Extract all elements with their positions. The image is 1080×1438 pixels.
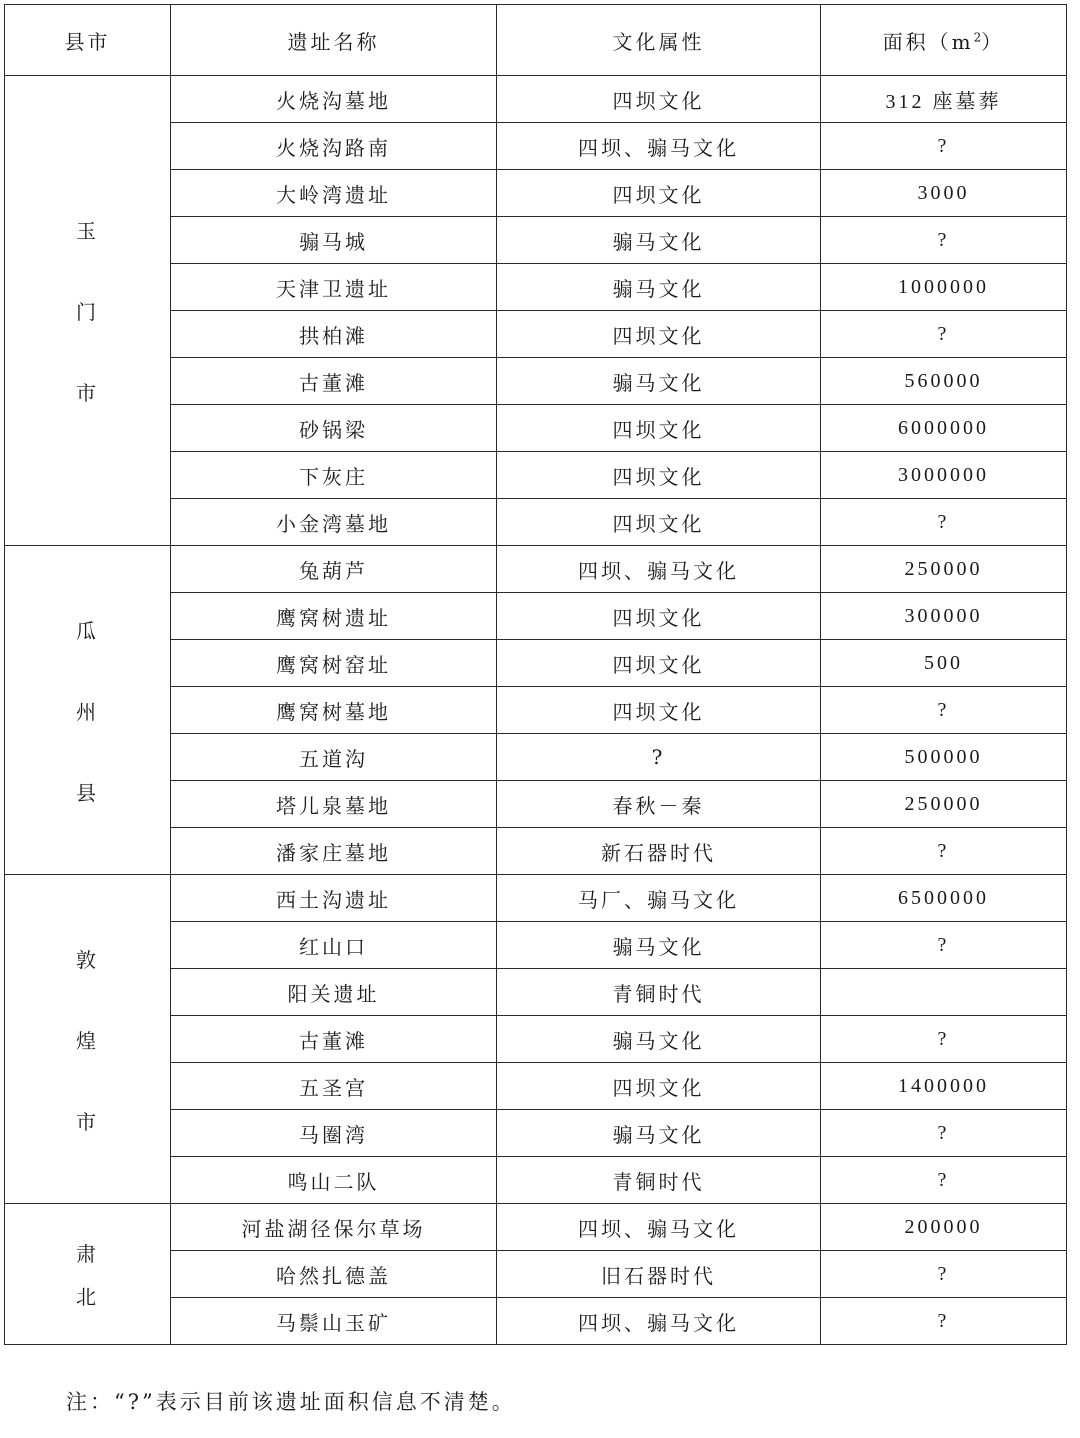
header-county: 县市	[5, 5, 171, 76]
area-cell: ?	[821, 828, 1067, 875]
area-cell: 6500000	[821, 875, 1067, 922]
area-cell: 1400000	[821, 1063, 1067, 1110]
site-name-cell: 红山口	[171, 922, 497, 969]
site-name-cell: 五道沟	[171, 734, 497, 781]
county-char: 敦	[76, 947, 99, 972]
culture-cell: 青铜时代	[497, 1157, 821, 1204]
culture-cell: 青铜时代	[497, 969, 821, 1016]
culture-cell: 四坝文化	[497, 405, 821, 452]
county-name	[5, 615, 170, 806]
culture-cell: 四坝、骟马文化	[497, 123, 821, 170]
site-name-cell: 鸣山二队	[171, 1157, 497, 1204]
culture-cell: 四坝文化	[497, 1063, 821, 1110]
county-char: 市	[76, 381, 99, 405]
table-row	[5, 875, 1067, 922]
area-cell: 312 座墓葬	[821, 76, 1067, 123]
site-name-cell: 哈然扎德盖	[171, 1251, 497, 1298]
area-cell: ?	[821, 1110, 1067, 1157]
area-cell: 250000	[821, 781, 1067, 828]
culture-cell: 四坝文化	[497, 311, 821, 358]
site-name-cell: 鹰窝树墓地	[171, 687, 497, 734]
area-cell: ?	[821, 1157, 1067, 1204]
area-cell: ?	[821, 1298, 1067, 1345]
site-name-cell: 下灰庄	[171, 452, 497, 499]
culture-cell: 四坝文化	[497, 640, 821, 687]
county-cell	[5, 546, 171, 875]
county-char: 肃	[76, 1242, 99, 1266]
county-char: 县	[76, 780, 99, 805]
area-cell: ?	[821, 311, 1067, 358]
culture-cell: ?	[497, 734, 821, 781]
culture-cell: 骟马文化	[497, 358, 821, 405]
site-name-cell: 古董滩	[171, 1016, 497, 1063]
area-cell: 200000	[821, 1204, 1067, 1251]
site-name-cell: 塔儿泉墓地	[171, 781, 497, 828]
site-name-cell: 鹰窝树遗址	[171, 593, 497, 640]
culture-cell: 四坝文化	[497, 170, 821, 217]
site-name-cell: 小金湾墓地	[171, 499, 497, 546]
site-name-cell: 天津卫遗址	[171, 264, 497, 311]
site-name-cell: 砂锅梁	[171, 405, 497, 452]
area-cell: ?	[821, 499, 1067, 546]
culture-cell: 春秋－秦	[497, 781, 821, 828]
site-name-cell: 鹰窝树窑址	[171, 640, 497, 687]
culture-cell: 四坝、骟马文化	[497, 1204, 821, 1251]
county-name	[5, 215, 170, 406]
area-cell: ?	[821, 217, 1067, 264]
culture-cell: 骟马文化	[497, 922, 821, 969]
area-cell: ?	[821, 687, 1067, 734]
culture-cell: 旧石器时代	[497, 1251, 821, 1298]
site-name-cell: 五圣宫	[171, 1063, 497, 1110]
county-char: 市	[76, 1109, 99, 1134]
footnote: 注：“?”表示目前该遗址面积信息不清楚。	[66, 1390, 516, 1414]
site-name-cell: 火烧沟路南	[171, 123, 497, 170]
site-name-cell: 古董滩	[171, 358, 497, 405]
site-name-cell: 西土沟遗址	[171, 875, 497, 922]
culture-cell: 四坝文化	[497, 593, 821, 640]
site-name-cell: 兔葫芦	[171, 546, 497, 593]
site-name-cell: 潘家庄墓地	[171, 828, 497, 875]
culture-cell: 四坝、骟马文化	[497, 546, 821, 593]
area-cell: ?	[821, 922, 1067, 969]
table-row	[5, 1204, 1067, 1251]
culture-cell: 四坝文化	[497, 687, 821, 734]
table-row	[5, 546, 1067, 593]
header-area-close: ）	[981, 29, 1005, 54]
site-name-cell: 阳关遗址	[171, 969, 497, 1016]
area-cell: 6000000	[821, 405, 1067, 452]
county-char: 北	[76, 1285, 99, 1309]
site-name-cell: 拱柏滩	[171, 311, 497, 358]
county-char: 瓜	[76, 618, 99, 643]
county-char: 玉	[76, 219, 99, 243]
site-name-cell: 马圈湾	[171, 1110, 497, 1157]
header-area	[821, 5, 1067, 76]
county-char: 门	[76, 300, 99, 324]
county-cell	[5, 76, 171, 546]
county-name	[5, 944, 170, 1135]
header-row	[5, 5, 1067, 76]
header-area-superscript: 2	[973, 29, 982, 44]
table-row	[5, 76, 1067, 123]
culture-cell: 骟马文化	[497, 217, 821, 264]
culture-cell: 骟马文化	[497, 1110, 821, 1157]
area-cell: 560000	[821, 358, 1067, 405]
culture-cell: 四坝、骟马文化	[497, 1298, 821, 1345]
area-cell: 3000000	[821, 452, 1067, 499]
culture-cell: 骟马文化	[497, 1016, 821, 1063]
sites-table	[4, 4, 1067, 1345]
site-name-cell: 大岭湾遗址	[171, 170, 497, 217]
site-name-cell: 骟马城	[171, 217, 497, 264]
area-cell	[821, 969, 1067, 1016]
culture-cell: 马厂、骟马文化	[497, 875, 821, 922]
county-name	[5, 1238, 170, 1310]
site-name-cell: 火烧沟墓地	[171, 76, 497, 123]
header-site-name: 遗址名称	[171, 5, 497, 76]
county-cell	[5, 875, 171, 1204]
site-name-cell: 河盐湖径保尔草场	[171, 1204, 497, 1251]
county-char: 州	[76, 699, 99, 724]
site-name-cell: 马鬃山玉矿	[171, 1298, 497, 1345]
area-cell: ?	[821, 123, 1067, 170]
area-cell: 250000	[821, 546, 1067, 593]
culture-cell: 骟马文化	[497, 264, 821, 311]
culture-cell: 四坝文化	[497, 499, 821, 546]
table-body	[5, 76, 1067, 1345]
area-cell: ?	[821, 1016, 1067, 1063]
area-cell: 500000	[821, 734, 1067, 781]
culture-cell: 四坝文化	[497, 452, 821, 499]
area-cell: 300000	[821, 593, 1067, 640]
area-cell: 1000000	[821, 264, 1067, 311]
area-cell: ?	[821, 1251, 1067, 1298]
area-cell: 3000	[821, 170, 1067, 217]
header-culture: 文化属性	[497, 5, 821, 76]
culture-cell: 新石器时代	[497, 828, 821, 875]
county-cell	[5, 1204, 171, 1345]
county-char: 煌	[76, 1028, 99, 1053]
header-area-label: 面积（m	[882, 29, 974, 54]
culture-cell: 四坝文化	[497, 76, 821, 123]
area-cell: 500	[821, 640, 1067, 687]
